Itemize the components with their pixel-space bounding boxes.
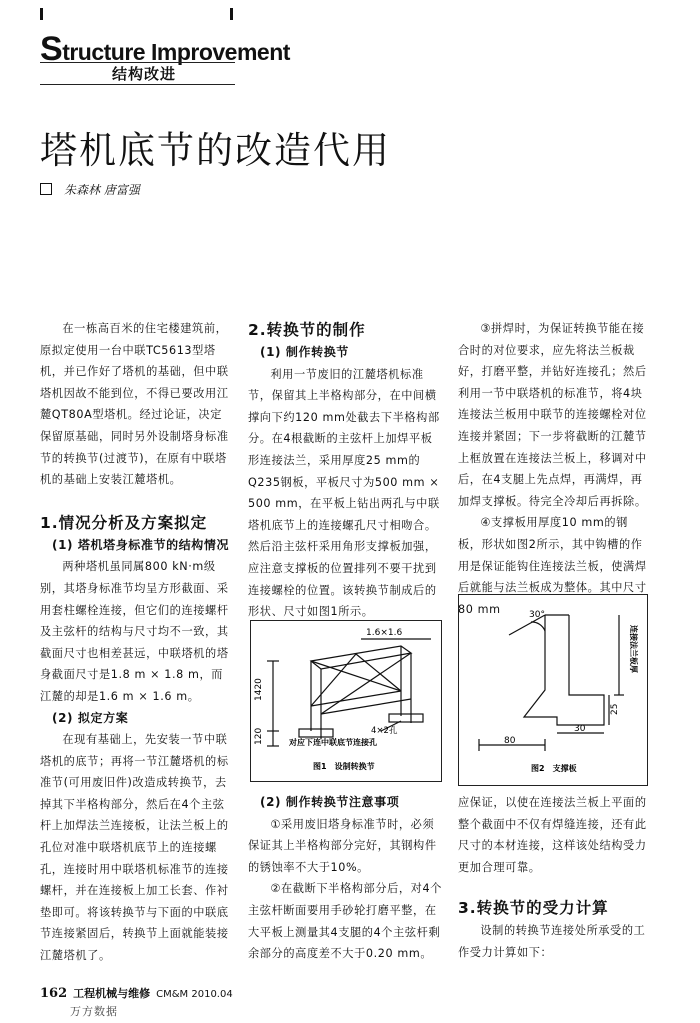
subheading-1-1: (1) 塔机塔身标准节的结构情况 <box>52 537 230 552</box>
note-item: ①采用废旧塔身标准节时，必须保证其上半格构部分完好，其钢构件的锈蚀率不大于10%。 <box>248 817 437 874</box>
note-item: ④支撑板用厚度10 mm的钢板，形状如图2所示，其中钩槽的作用是保证能钩住连接法兰板，使满焊后就能与法兰板成为整体。其中尺寸80 mm <box>458 516 647 616</box>
text-column-2-lower <box>248 792 443 965</box>
paragraph: 设制的转换节连接处所承受的工作受力计算如下： <box>458 924 646 959</box>
heading-section-3: 3.转换节的受力计算 <box>458 899 609 918</box>
figure-1-caption: 图1 设制转换节 <box>313 762 375 771</box>
paragraph: 应保证，以使在连接法兰板上平面的整个截面中不仅有焊缝连接，还有此尺寸的本材连接，这样该处结构受力更加合理可靠。 <box>458 796 647 874</box>
figure-1-drawing <box>251 621 441 781</box>
figure-1 <box>250 620 442 782</box>
note-item: ③拼焊时，为保证转换节能在接合时的对位要求，应先将法兰板裁好，打磨平整，并钻好连接孔；然后利用一节中联塔机的标准节，将4块连接法兰板用中联节的连接螺栓对位连接并紧固；下一步将截断的江麓节上框放置在连接法兰板上，移调对中后，在4支腿上先点焊，再满焊，再加焊支撑板。待完全冷却后再拆除。 <box>458 322 647 508</box>
subheading-2-1: (1) 制作转换节 <box>260 345 349 359</box>
page-number: 162 <box>40 986 68 1001</box>
watermark: 万方数据 <box>70 1005 118 1018</box>
heading-section-1: 1.情况分析及方案拟定 <box>40 513 208 532</box>
dim-30-label: 30 <box>574 724 586 734</box>
support-plate-outline <box>524 615 604 725</box>
middle-brace <box>311 691 401 706</box>
crop-mark-left <box>40 8 43 20</box>
note-item: ②在截断下半格构部分后，对4个主弦杆断面要用手砂轮打磨平整，在大平板上测量其4支腿的4个主弦杆剩余部分的高度差不大于0.20 mm。 <box>248 882 442 961</box>
subheading-2-2: (2) 制作转换节注意事项 <box>260 795 400 809</box>
dim-top-label: 1.6×1.6 <box>366 628 403 638</box>
dim-80-label: 80 <box>504 736 516 746</box>
text-column-3 <box>458 318 651 620</box>
paragraph: 利用一节废旧的江麓塔机标准节，保留其上半格构部分，在中间横撑向下约120 mm处截去下半格构部分。在4根截断的主弦杆上加焊平板形连接法兰，采用厚度25 mm的Q235钢板，平板尺寸为500 mm × 500 mm，在平板上钻出两孔与中联塔机底节上的连接螺孔尺寸相吻合。然后沿主弦杆采用角形支撑板加强，应注意支撑板的位置排列不要干扰到连接螺栓的位置。该转换节制成后的形状、尺寸如图1所示。 <box>248 367 440 619</box>
angle-label: 30° <box>529 610 545 620</box>
paragraph: 在一栋高百米的住宅楼建筑前，原拟定使用一台中联TC5613型塔机，并已作好了塔机的基础，但中联塔机因故不能到位，不得已要改用江麓QT80A型塔机。经过论证，决定保留原基础，同时另外设制塔身标准节的转换节(过渡节)，在原有中联塔机的基础上安装江麓塔机。 <box>40 322 229 487</box>
figure-2-caption: 图2 支撑板 <box>531 764 577 773</box>
article-title: 塔机底节的改造代用 <box>40 129 391 172</box>
hole-label: 4×2孔 <box>371 726 398 736</box>
section-label: 结构改进 <box>112 65 177 83</box>
figure-note: 对应下连中联底节连接孔 <box>289 738 377 747</box>
text-column-2 <box>248 318 443 623</box>
authors: 朱森林 唐富强 <box>64 183 140 197</box>
dim-bottom-label: 120 <box>254 727 264 745</box>
author-marker-icon <box>40 183 52 195</box>
section-rule <box>40 84 235 85</box>
diagonal-brace <box>311 661 401 691</box>
dim-height-label: 1420 <box>254 678 264 701</box>
paragraph: 两种塔机虽同属800 kN·m级别，其塔身标准节均呈方形截面、采用套柱螺栓连接，但它们的连接螺杆及主弦杆的结构与尺寸均不一致，其截面尺寸也相差甚远，中联塔机的塔身截面尺寸是1.8 m × 1.8 m，而江麓的却是1.6 m × 1.6 m。 <box>40 560 229 703</box>
diagonal-brace <box>311 654 356 706</box>
angle-arc <box>531 622 545 631</box>
figure-2 <box>458 594 648 786</box>
paragraph: 在现有基础上，先安装一节中联塔机的底节；再将一节江麓塔机的标准节(可用废旧件)改造成转换节，去掉其下半格构部分，然后在4个主弦杆上加焊法兰连接板，让法兰板上的孔位对准中联塔机底节上的连接螺孔，连接时用中联塔机标准节的连接螺杆，并在连接板上加工长套、作衬垫即可。将该转换节与下面的中联底节连接紧固后，转换节上面就能装接江麓塔机了。 <box>40 733 229 963</box>
crop-marks <box>40 8 240 22</box>
dim-25-label: 25 <box>610 703 620 715</box>
crop-mark-right <box>230 8 233 20</box>
text-column-3-lower <box>458 792 651 964</box>
middle-brace <box>321 699 411 714</box>
plate-thickness-label: 连接法兰板厚 <box>629 625 638 673</box>
heading-section-2: 2.转换节的制作 <box>248 321 366 339</box>
text-column-1 <box>40 318 233 967</box>
author-line <box>40 181 140 198</box>
page-footer <box>40 985 233 1001</box>
flange-plate <box>389 714 423 722</box>
figure-2-drawing <box>459 595 647 785</box>
column-brand: Structure Improvement <box>40 30 290 68</box>
flange-plate <box>299 729 333 737</box>
journal-issue: CM&M 2010.04 <box>156 989 233 1000</box>
journal-name: 工程机械与维修 <box>73 987 151 1000</box>
subheading-1-2: (2) 拟定方案 <box>52 710 129 725</box>
